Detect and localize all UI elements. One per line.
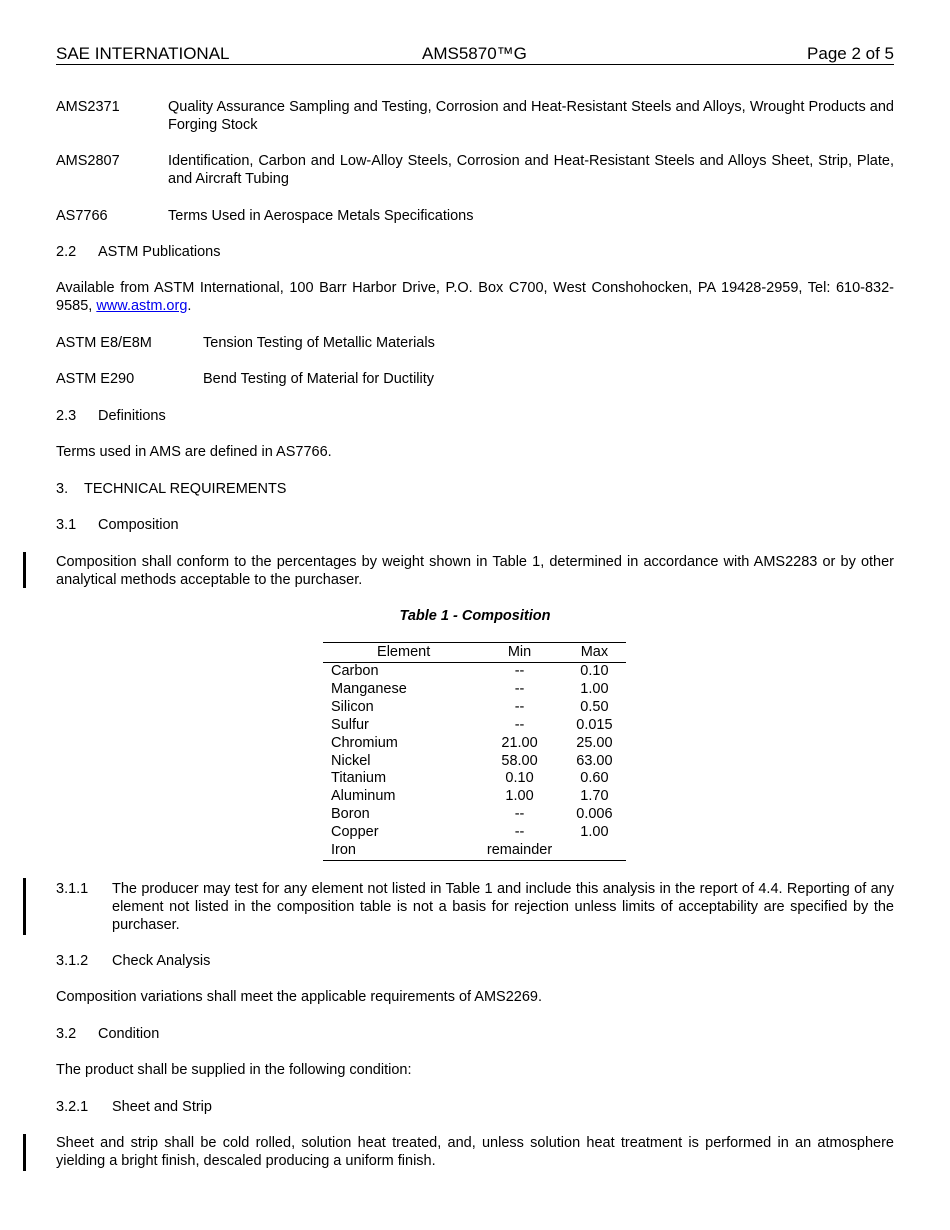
min-cell: -- bbox=[514, 698, 525, 715]
section-number: 3. bbox=[56, 481, 69, 497]
definitions-paragraph: Terms used in AMS are defined in AS7766. bbox=[56, 444, 332, 460]
composition-table bbox=[323, 642, 626, 861]
max-cell: 0.006 bbox=[576, 806, 613, 823]
sheet-strip-paragraph: Sheet and strip shall be cold rolled, solution heat treated, and, unless solution heat treatment is performed in an atmosphere yielding a bright finish, descaled producing a uniform finish. bbox=[56, 1135, 894, 1169]
section-title: ASTM Publications bbox=[98, 244, 221, 260]
element-cell: Silicon bbox=[331, 698, 374, 715]
table-row bbox=[323, 770, 626, 788]
section-title: TECHNICAL REQUIREMENTS bbox=[84, 481, 287, 497]
max-cell: 63.00 bbox=[576, 752, 613, 769]
min-cell: -- bbox=[514, 680, 525, 697]
table-row bbox=[323, 806, 626, 824]
reference-astm-e8 bbox=[56, 334, 894, 352]
astm-website-link[interactable]: www.astm.org bbox=[96, 298, 188, 314]
column-header-min: Min bbox=[476, 643, 563, 663]
element-cell: Aluminum bbox=[331, 788, 396, 805]
section-number: 2.3 bbox=[56, 408, 77, 424]
min-cell: 0.10 bbox=[505, 770, 534, 787]
reference-code: AMS2807 bbox=[56, 153, 120, 169]
section-title: Check Analysis bbox=[112, 953, 211, 969]
reference-desc: Bend Testing of Material for Ductility bbox=[203, 371, 435, 387]
table-row bbox=[323, 663, 626, 681]
table-row bbox=[323, 699, 626, 717]
revision-change-bar bbox=[23, 552, 26, 588]
header-doc-number: AMS5870™G bbox=[422, 44, 527, 63]
element-cell: Chromium bbox=[331, 734, 398, 751]
reference-code: ASTM E8/E8M bbox=[56, 335, 152, 351]
reference-desc: Quality Assurance Sampling and Testing, Corrosion and Heat-Resistant Steels and Alloys, Wrought Products and Forging Stock bbox=[168, 99, 894, 133]
reference-as7766 bbox=[56, 207, 894, 225]
astm-availability-text: Available from ASTM International, 100 Barr Harbor Drive, P.O. Box C700, West Conshohocken, PA 19428-2959, Tel: 610-832-9585, bbox=[56, 280, 894, 314]
table-row bbox=[323, 735, 626, 753]
min-cell: remainder bbox=[476, 842, 563, 860]
table-caption: Table 1 - Composition bbox=[399, 608, 551, 624]
section-title: Definitions bbox=[98, 408, 166, 424]
element-cell: Manganese bbox=[331, 680, 407, 697]
min-cell: -- bbox=[514, 824, 525, 841]
section-title: Composition bbox=[98, 517, 179, 533]
revision-change-bar bbox=[23, 878, 26, 935]
check-analysis-paragraph: Composition variations shall meet the applicable requirements of AMS2269. bbox=[56, 989, 543, 1005]
max-cell: 1.00 bbox=[580, 680, 609, 697]
max-cell: 0.015 bbox=[576, 716, 613, 733]
table-row bbox=[323, 788, 626, 806]
section-number: 3.1.1 bbox=[56, 881, 89, 897]
table-row bbox=[323, 753, 626, 771]
table-header-row bbox=[323, 643, 626, 663]
element-cell: Sulfur bbox=[331, 716, 369, 733]
max-cell: 0.50 bbox=[580, 698, 609, 715]
max-cell: 1.00 bbox=[580, 824, 609, 841]
header-org: SAE INTERNATIONAL bbox=[56, 44, 230, 63]
element-cell: Titanium bbox=[331, 770, 387, 787]
reference-desc: Tension Testing of Metallic Materials bbox=[203, 335, 435, 351]
astm-availability-paragraph bbox=[56, 279, 894, 315]
section-number: 2.2 bbox=[56, 244, 77, 260]
max-cell: 1.70 bbox=[580, 788, 609, 805]
composition-paragraph: Composition shall conform to the percentages by weight shown in Table 1, determined in accordance with AMS2283 or by other analytical methods acceptable to the purchaser. bbox=[56, 554, 894, 588]
reference-ams2807 bbox=[56, 152, 894, 188]
min-cell: 1.00 bbox=[505, 788, 534, 805]
min-cell: 21.00 bbox=[501, 734, 538, 751]
page-header bbox=[56, 44, 894, 65]
table-row bbox=[323, 824, 626, 842]
min-cell: -- bbox=[514, 716, 525, 733]
column-header-element: Element bbox=[323, 643, 476, 663]
reference-desc: Terms Used in Aerospace Metals Specifications bbox=[168, 208, 474, 224]
reference-code: ASTM E290 bbox=[56, 371, 135, 387]
table-row bbox=[323, 717, 626, 735]
column-header-max: Max bbox=[563, 643, 626, 663]
section-title: Condition bbox=[98, 1026, 160, 1042]
max-cell: 25.00 bbox=[576, 734, 613, 751]
min-cell: -- bbox=[514, 806, 525, 823]
condition-paragraph: The product shall be supplied in the following condition: bbox=[56, 1062, 412, 1078]
max-cell: 0.60 bbox=[580, 770, 609, 787]
table-row bbox=[323, 681, 626, 699]
min-cell: 58.00 bbox=[501, 752, 538, 769]
reference-code: AMS2371 bbox=[56, 99, 120, 115]
reference-code: AS7766 bbox=[56, 208, 108, 224]
reference-desc: Identification, Carbon and Low-Alloy Steels, Corrosion and Heat-Resistant Steels and Alloys Sheet, Strip, Plate, and Aircraft Tubing bbox=[168, 153, 894, 187]
section-text: The producer may test for any element not listed in Table 1 and include this analysis in the report of 4.4. Reporting of any element not listed in the composition table is not a basis for rejection unless limits of acceptability are specified by the purchaser. bbox=[112, 881, 894, 933]
element-cell: Iron bbox=[323, 842, 476, 860]
revision-change-bar bbox=[23, 1134, 26, 1171]
astm-availability-tail: . bbox=[187, 298, 192, 314]
section-number: 3.2.1 bbox=[56, 1099, 89, 1115]
section-number: 3.1.2 bbox=[56, 953, 89, 969]
element-cell: Boron bbox=[331, 806, 370, 823]
reference-ams2371 bbox=[56, 98, 894, 134]
section-number: 3.1 bbox=[56, 517, 77, 533]
header-page-number: Page 2 of 5 bbox=[807, 44, 894, 63]
section-title: Sheet and Strip bbox=[112, 1099, 212, 1115]
min-cell: -- bbox=[514, 663, 525, 679]
reference-astm-e290 bbox=[56, 370, 894, 388]
max-cell bbox=[563, 842, 626, 860]
table-row bbox=[323, 842, 626, 860]
max-cell: 0.10 bbox=[580, 663, 609, 679]
section-number: 3.2 bbox=[56, 1026, 77, 1042]
element-cell: Carbon bbox=[331, 663, 379, 679]
element-cell: Copper bbox=[331, 824, 379, 841]
element-cell: Nickel bbox=[331, 752, 371, 769]
